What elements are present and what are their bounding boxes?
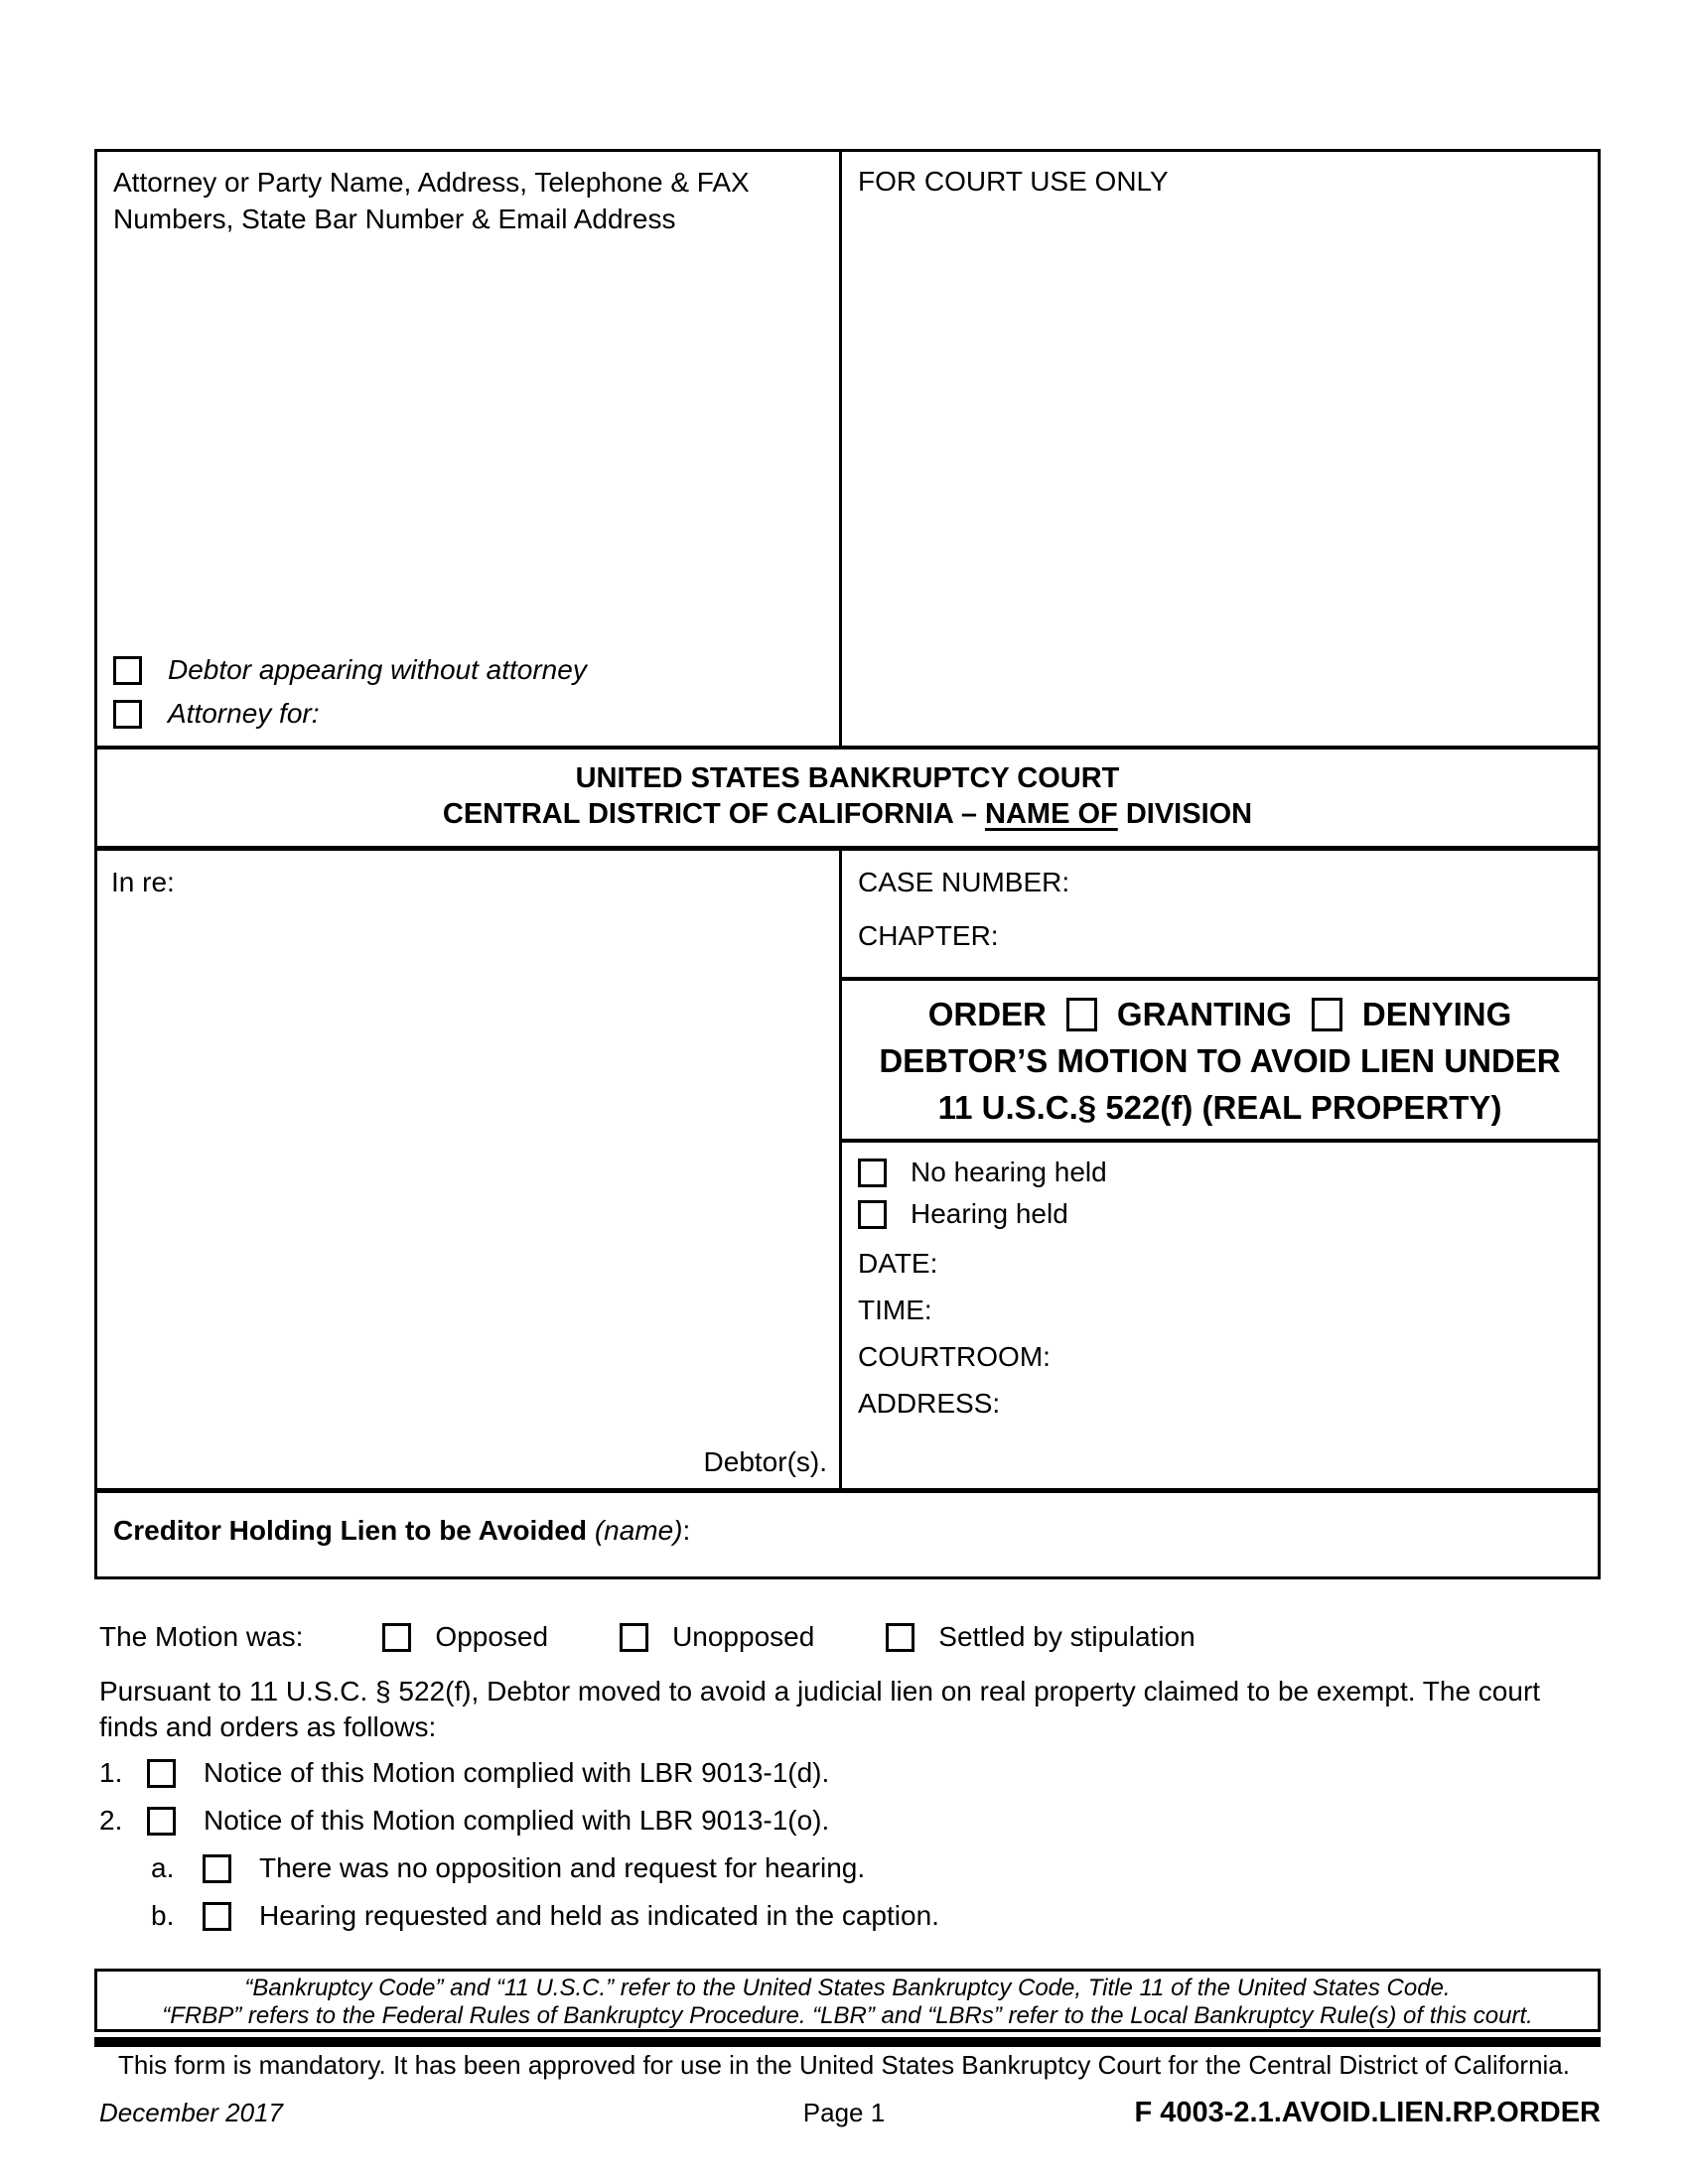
hearing-held-row xyxy=(858,1198,1598,1230)
order-title-line1 xyxy=(842,991,1598,1037)
order-title-box xyxy=(842,977,1598,1143)
page-footer xyxy=(99,2097,1601,2129)
finding-item-2 xyxy=(99,1805,829,1837)
finding-item-1 xyxy=(99,1757,829,1789)
item-2a-text: There was no opposition and request for hearing. xyxy=(259,1852,866,1883)
unopposed-option xyxy=(620,1621,814,1653)
item-2a-checkbox[interactable] xyxy=(203,1854,231,1883)
footer-page-number: Page 1 xyxy=(802,2098,886,2127)
item-1-number: 1. xyxy=(99,1757,123,1788)
order-title-line2: DEBTOR’S MOTION TO AVOID LIEN UNDER xyxy=(879,1042,1561,1079)
attorney-for-row xyxy=(113,698,825,730)
debtor-without-attorney-checkbox[interactable] xyxy=(113,656,142,685)
settled-label: Settled by stipulation xyxy=(938,1621,1196,1652)
pursuant-paragraph: Pursuant to 11 U.S.C. § 522(f), Debtor moved to avoid a judicial lien on real property claimed to be exempt. The court finds and orders as follows: xyxy=(99,1676,1541,1742)
creditor-label-name: (name) xyxy=(594,1515,683,1546)
attorney-for-label: Attorney for: xyxy=(168,698,320,729)
item-2b-checkbox[interactable] xyxy=(203,1902,231,1931)
court-name: UNITED STATES BANKRUPTCY COURT xyxy=(575,762,1120,794)
footnote-line1: “Bankruptcy Code” and “11 U.S.C.” refer to the United States Bankruptcy Code, Title 11 of the United States Code. xyxy=(244,1975,1451,2001)
settled-option xyxy=(886,1621,1195,1653)
definitions-footnote-box xyxy=(94,1969,1601,2032)
debtor-without-attorney-row xyxy=(113,654,825,686)
granting-checkbox[interactable] xyxy=(1066,998,1097,1031)
granting-label: GRANTING xyxy=(1116,996,1292,1032)
item-2-text: Notice of this Motion complied with LBR 9013-1(o). xyxy=(204,1805,830,1836)
caption-main-row xyxy=(97,851,1598,1493)
motion-was-label: The Motion was: xyxy=(99,1621,304,1652)
court-use-only-cell xyxy=(842,152,1598,746)
opposed-checkbox[interactable] xyxy=(382,1623,411,1652)
attorney-info-label: Attorney or Party Name, Address, Telephone & FAX Numbers, State Bar Number & Email Address xyxy=(113,167,750,234)
division-name-placeholder: NAME OF xyxy=(985,798,1118,830)
item-1-text: Notice of this Motion complied with LBR 9013-1(d). xyxy=(204,1757,830,1788)
chapter-label: CHAPTER: xyxy=(858,920,999,951)
finding-item-2a xyxy=(151,1852,865,1884)
settled-checkbox[interactable] xyxy=(886,1623,914,1652)
case-number-label: CASE NUMBER: xyxy=(858,867,1070,897)
unopposed-label: Unopposed xyxy=(672,1621,815,1652)
hearing-date-label: DATE: xyxy=(858,1248,938,1279)
no-hearing-label: No hearing held xyxy=(911,1157,1107,1187)
mandatory-statement: This form is mandatory. It has been approved for use in the United States Bankruptcy Court for the Central District of California. xyxy=(118,2050,1570,2080)
no-hearing-checkbox[interactable] xyxy=(858,1159,887,1187)
finding-item-2b xyxy=(151,1900,939,1932)
attorney-checkbox-group xyxy=(113,642,825,730)
caption-table xyxy=(94,149,1601,1579)
item-2b-letter: b. xyxy=(151,1900,175,1931)
item-2b-text: Hearing requested and held as indicated in the caption. xyxy=(259,1900,939,1931)
order-word: ORDER xyxy=(927,996,1047,1032)
creditor-label-colon: : xyxy=(682,1515,691,1546)
footer-form-number: F 4003-2.1.AVOID.LIEN.RP.ORDER xyxy=(1134,2097,1601,2128)
item-2-checkbox[interactable] xyxy=(147,1807,176,1836)
denying-checkbox[interactable] xyxy=(1312,998,1342,1031)
district-prefix: CENTRAL DISTRICT OF CALIFORNIA – xyxy=(442,798,986,830)
hearing-courtroom-label: COURTROOM: xyxy=(858,1341,1051,1372)
item-2-number: 2. xyxy=(99,1805,123,1836)
caption-right-column xyxy=(842,851,1598,1488)
caption-top-row xyxy=(97,152,1598,750)
hearing-time-label: TIME: xyxy=(858,1295,932,1325)
hearing-held-label: Hearing held xyxy=(911,1198,1068,1229)
in-re-cell[interactable] xyxy=(97,851,842,1488)
order-title-line3: 11 U.S.C.§ 522(f) (REAL PROPERTY) xyxy=(937,1089,1502,1126)
unopposed-checkbox[interactable] xyxy=(620,1623,648,1652)
attorney-info-cell[interactable] xyxy=(97,152,842,746)
motion-was-row xyxy=(99,1621,1599,1653)
divider-bar xyxy=(94,2037,1601,2047)
creditor-label-bold: Creditor Holding Lien to be Avoided xyxy=(113,1515,595,1546)
court-use-only-label: FOR COURT USE ONLY xyxy=(858,166,1169,197)
footer-date: December 2017 xyxy=(99,2098,283,2127)
denying-label: DENYING xyxy=(1361,996,1512,1032)
case-number-cell[interactable] xyxy=(842,851,1598,977)
hearing-address-label: ADDRESS: xyxy=(858,1388,1001,1419)
opposed-option xyxy=(382,1621,548,1653)
hearing-info-cell xyxy=(842,1143,1598,1488)
item-2a-letter: a. xyxy=(151,1852,175,1883)
attorney-for-checkbox[interactable] xyxy=(113,700,142,729)
court-header xyxy=(97,750,1598,851)
hearing-held-checkbox[interactable] xyxy=(858,1200,887,1229)
opposed-label: Opposed xyxy=(435,1621,549,1652)
debtor-without-attorney-label: Debtor appearing without attorney xyxy=(168,654,587,685)
division-suffix: DIVISION xyxy=(1117,798,1253,830)
footnote-line2: “FRBP” refers to the Federal Rules of Bankruptcy Procedure. “LBR” and “LBRs” refer to the Local Bankruptcy Rule(s) of this court. xyxy=(162,2002,1533,2029)
in-re-label: In re: xyxy=(111,867,175,897)
debtors-label: Debtor(s). xyxy=(703,1446,827,1477)
creditor-row[interactable] xyxy=(97,1493,1598,1576)
no-hearing-row xyxy=(858,1157,1598,1188)
district-division-line xyxy=(97,796,1598,832)
item-1-checkbox[interactable] xyxy=(147,1759,176,1788)
